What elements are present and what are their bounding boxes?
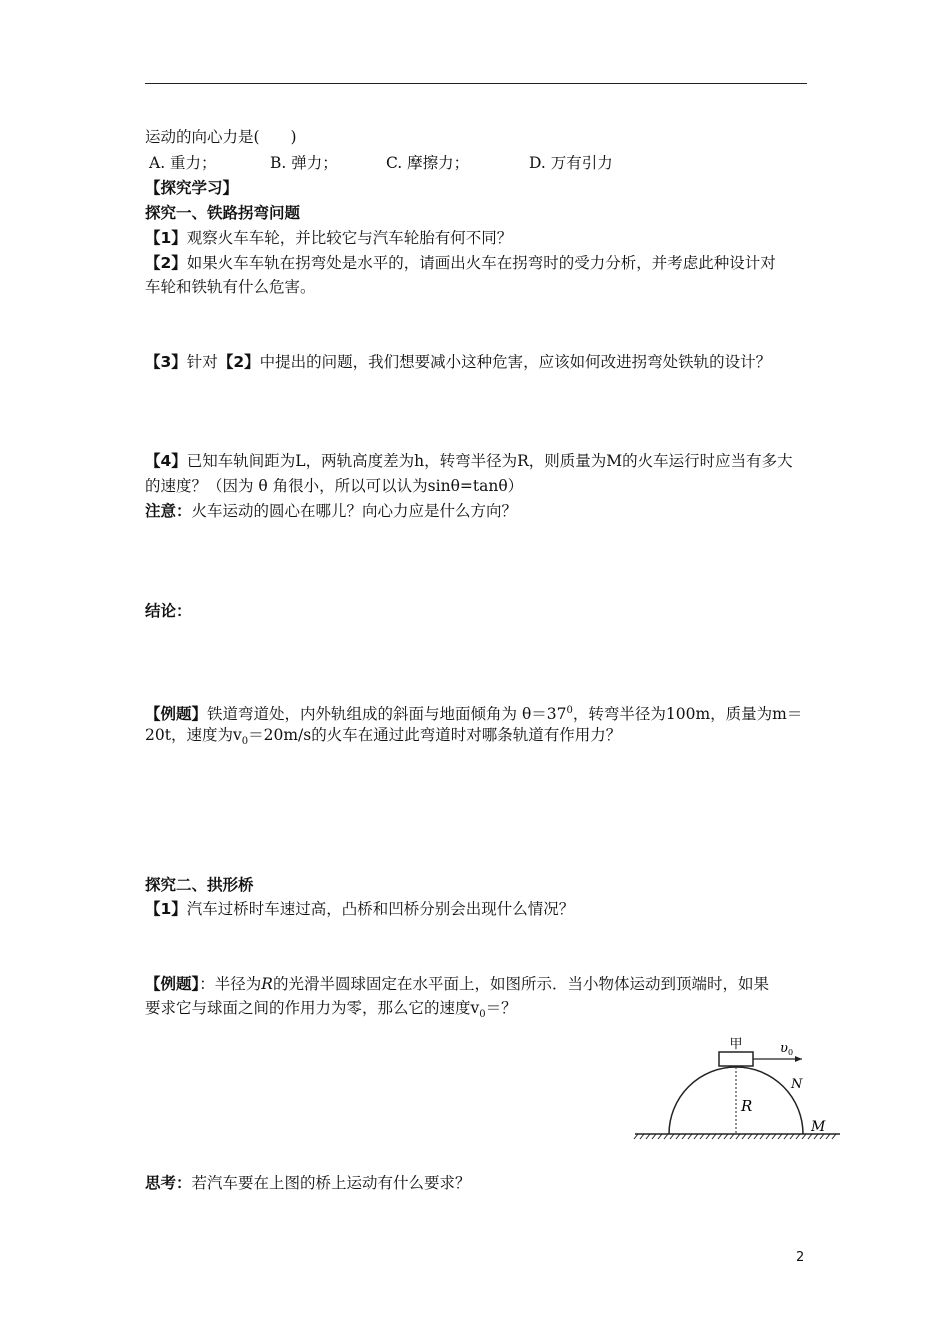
point-n-label: N xyxy=(791,1077,803,1092)
s2-example-line2 xyxy=(145,998,517,1025)
s2-think-label: 思考： xyxy=(145,1174,192,1192)
s1-q1-tag: 【1】 xyxy=(145,229,187,247)
s2-think xyxy=(145,1173,471,1193)
s2-think-text: 若汽车要在上图的桥上运动有什么要求？ xyxy=(191,1174,471,1192)
s1-conclusion-label: 结论： xyxy=(145,602,192,620)
velocity-arrowhead xyxy=(795,1056,802,1062)
s1-example-text-2a: 20t，速度为v xyxy=(145,726,242,744)
header-rule xyxy=(145,83,807,84)
s2-example-text-2a: 要求它与球面之间的作用力为零，那么它的速度v xyxy=(145,999,480,1017)
s2-q1-text: 汽车过桥时车速过高，凸桥和凹桥分别会出现什么情况？ xyxy=(186,900,575,918)
s1-q3-ref: 【2】 xyxy=(217,353,260,371)
s1-q3-pre: 针对 xyxy=(186,353,218,371)
block-label: 甲 xyxy=(729,1037,743,1052)
s1-q3-post: 中提出的问题，我们想要减小这种危害，应该如何改进拐弯处铁轨的设计？ xyxy=(259,353,772,371)
s1-q1-text: 观察火车车轮，并比较它与汽车轮胎有何不同？ xyxy=(186,229,513,247)
s2-q1-tag: 【1】 xyxy=(145,900,187,918)
point-m-label: M xyxy=(811,1119,826,1135)
section2-title: 探究二、拱形桥 xyxy=(145,876,254,894)
s1-q4-text-1: 已知车轨间距为L，两轨高度差为h，转弯半径为R，则质量为M的火车运行时应当有多大 xyxy=(186,452,793,470)
page-number: 2 xyxy=(796,1250,805,1265)
section1-title: 探究一、铁路拐弯问题 xyxy=(145,204,301,222)
s2-example-text-1b: 的光滑半圆球固定在水平面上，如图所示．当小物体运动到顶端时，如果 xyxy=(272,975,769,993)
s2-example-tag: 【例题】 xyxy=(145,975,200,993)
s1-example-line2 xyxy=(145,725,621,752)
question-tail: 运动的向心力是( ) xyxy=(145,128,297,146)
s1-question-4-line2: 的速度？（因为 θ 角很小，所以可以认为sinθ=tanθ） xyxy=(145,477,524,495)
s1-question-2-line1 xyxy=(145,253,776,273)
block-object xyxy=(719,1052,753,1066)
s1-example-text-1: 铁道弯道处，内外轨组成的斜面与地面倾角为 θ＝37 xyxy=(207,705,567,724)
s1-question-2-line2: 车轮和铁轨有什么危害。 xyxy=(145,278,316,296)
s1-q4-tag: 【4】 xyxy=(145,452,187,470)
s2-example-text-1a: ：半径为 xyxy=(199,975,262,993)
s1-example-v0-sub: 0 xyxy=(241,736,249,748)
s2-example-v0-sub: 0 xyxy=(479,1009,486,1021)
s1-example-tag: 【例题】 xyxy=(145,705,208,724)
velocity-subscript: 0 xyxy=(788,1048,794,1057)
options-row xyxy=(149,153,613,173)
explore-heading: 【探究学习】 xyxy=(145,179,239,197)
s1-note xyxy=(145,501,517,521)
s2-example-text-2b: ＝？ xyxy=(485,999,517,1017)
s2-example-line1 xyxy=(145,974,769,994)
option-b: B. 弹力； xyxy=(270,154,338,172)
s1-q2-text-1: 如果火车车轨在拐弯处是水平的，请画出火车在拐弯时的受力分析，并考虑此种设计对 xyxy=(186,254,776,272)
s1-q2-tag: 【2】 xyxy=(145,254,187,272)
s1-question-3 xyxy=(145,352,771,372)
option-a: A. 重力； xyxy=(149,154,217,172)
s1-note-label: 注意： xyxy=(145,502,192,520)
hemisphere-figure xyxy=(632,1030,842,1142)
s1-question-1 xyxy=(145,228,512,248)
s2-question-1 xyxy=(145,899,574,919)
s1-example-line1 xyxy=(145,701,802,724)
s1-example-text-1b: ，转弯半径为100m，质量为m＝ xyxy=(572,705,803,724)
s1-example-degree: 0 xyxy=(566,705,573,716)
s1-q3-tag: 【3】 xyxy=(145,353,187,371)
s1-example-text-2b: ＝20m/s的火车在通过此弯道时对哪条轨道有作用力？ xyxy=(248,726,622,744)
s1-question-4-line1 xyxy=(145,451,793,471)
option-d: D. 万有引力 xyxy=(529,154,613,172)
s2-example-radius: R xyxy=(261,975,273,993)
radius-label: R xyxy=(741,1097,753,1115)
s1-note-text: 火车运动的圆心在哪儿？向心力应是什么方向？ xyxy=(191,502,518,520)
option-c: C. 摩擦力； xyxy=(386,154,470,172)
velocity-label: υ xyxy=(780,1041,788,1056)
